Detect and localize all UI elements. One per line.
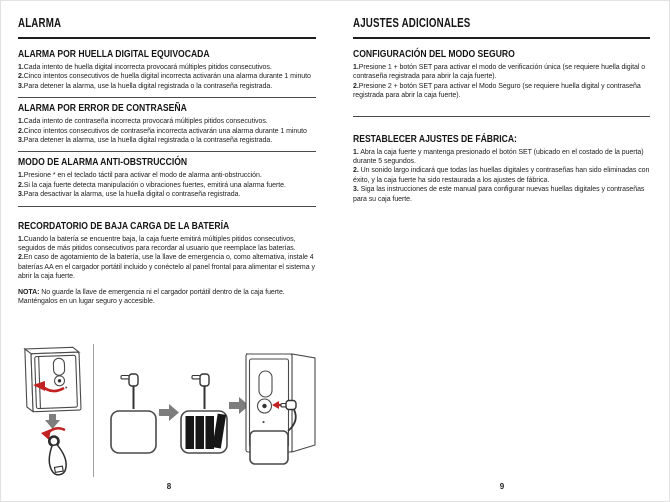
item-number: 2. xyxy=(18,181,24,189)
instruction-item xyxy=(353,185,650,204)
item-number: 1. xyxy=(353,148,359,156)
left-page-title: ALARMA xyxy=(18,16,62,30)
instruction-item xyxy=(18,117,316,126)
instruction-item xyxy=(18,235,316,254)
instruction-item xyxy=(353,166,650,185)
item-number: 1. xyxy=(353,64,359,71)
note-text: No guarde la llave de emergencia ni el cargador portátil dentro de la caja fuerte. Manténgalos en un lugar seguro y accesible. xyxy=(18,288,285,306)
safe-with-emergency-key-icon xyxy=(25,347,81,412)
item-number: 1. xyxy=(18,118,24,126)
section-body xyxy=(18,235,316,282)
section-title-secure-mode: CONFIGURACIÓN DEL MODO SEGURO xyxy=(353,49,515,60)
note-paragraph xyxy=(18,288,316,307)
item-text: Siga las instrucciones de este manual para configurar nuevas huellas digitales y contraseñas para su caja fuerte. xyxy=(353,186,645,203)
item-text: Un sonido largo indicará que todas las huellas digitales y contraseñas han sido eliminadas con éxito, y la caja fuerte ha sido restaurada a los ajustes de fábrica. xyxy=(353,167,650,184)
instruction-item xyxy=(18,72,316,81)
item-number: 2. xyxy=(18,73,24,81)
section-divider xyxy=(18,151,316,152)
down-arrow-icon xyxy=(45,414,60,429)
page-number-left: 8 xyxy=(166,482,172,491)
item-number: 2. xyxy=(18,254,24,262)
title-rule xyxy=(18,37,316,39)
section-title-fingerprint-alarm: ALARMA POR HUELLA DIGITAL EQUIVOCADA xyxy=(18,49,210,60)
item-text: Para detener la alarma, use la huella digital registrada o la contraseña registrada. xyxy=(23,82,273,90)
aa-battery xyxy=(206,416,215,449)
section-body xyxy=(18,171,316,199)
section-title-low-battery: RECORDATORIO DE BAJA CARGA DE LA BATERÍA xyxy=(18,220,230,232)
instruction-item xyxy=(18,190,316,199)
item-number: 3. xyxy=(353,186,359,194)
title-rule xyxy=(353,37,650,39)
item-number: 2. xyxy=(353,82,359,90)
item-text: Para desactivar la alarma, use la huella digital o contraseña registrada. xyxy=(23,191,241,199)
section-divider xyxy=(18,97,316,98)
section-divider xyxy=(18,206,316,207)
left-page xyxy=(18,1,316,502)
instruction-item xyxy=(18,82,316,91)
instruction-item xyxy=(353,82,650,101)
item-text: Abra la caja fuerte y mantenga presionado el botón SET (ubicado en el costado de la puerta) durante 5 segundos. xyxy=(353,148,644,166)
instruction-item xyxy=(18,171,316,180)
connected-charger-box xyxy=(250,431,288,464)
instruction-item xyxy=(353,63,650,82)
safe-with-charger-icon xyxy=(246,354,315,464)
item-text: Cada intento de huella digital incorrecta provocará múltiples pitidos consecutivos. xyxy=(23,64,272,71)
item-number: 3. xyxy=(18,137,24,145)
page-number-right: 9 xyxy=(499,482,505,491)
section-title-anti-tamper-mode: MODO DE ALARMA ANTI-OBSTRUCCIÓN xyxy=(18,157,188,169)
instruction-item xyxy=(18,181,316,190)
instruction-item xyxy=(18,136,316,145)
right-page-title: AJUSTES ADICIONALES xyxy=(353,16,471,30)
instruction-item xyxy=(18,63,316,72)
instruction-item xyxy=(353,148,650,167)
item-number: 3. xyxy=(18,191,24,199)
item-number: 1. xyxy=(18,64,24,71)
aa-battery xyxy=(186,416,195,449)
item-text: Cinco intentos consecutivos de huella digital incorrecta activarán una alarma durante 1 minuto xyxy=(23,73,311,81)
right-arrow-icon xyxy=(159,404,179,421)
note-label: NOTA: xyxy=(18,288,40,296)
instruction-item xyxy=(18,127,316,136)
item-text: Cada intento de contraseña incorrecta provocará múltiples pitidos consecutivos. xyxy=(23,118,268,126)
charger-with-batteries-icon xyxy=(181,374,227,453)
section-body xyxy=(353,148,650,204)
item-number: 1. xyxy=(18,172,24,180)
aa-battery xyxy=(196,416,205,449)
instruction-item xyxy=(18,253,316,281)
item-text: Cuando la batería se encuentre baja, la caja fuerte emitirá múltiples pitidos consecutivos, seguidos de más pitidos consecutivos para recordar al usuario que reemplace las baterías. xyxy=(18,235,296,253)
item-number: 2. xyxy=(353,167,359,175)
section-title-factory-reset: RESTABLECER AJUSTES DE FÁBRICA: xyxy=(353,133,517,145)
item-text: Para detener la alarma, use la huella digital registrada o la contraseña registrada. xyxy=(23,137,273,145)
section-body xyxy=(353,63,650,101)
item-number: 1. xyxy=(18,235,24,243)
section-divider xyxy=(353,116,650,117)
item-text: En caso de agotamiento de la batería, use la llave de emergencia o, como alternativa, instale 4 baterías AA en el cargador portátil incluido y conéctelo al panel frontal para alimentar el sistema y abrir la caja fuerte. xyxy=(18,254,315,281)
section-body xyxy=(18,117,316,145)
item-text: Presione * en el teclado táctil para activar el modo de alarma anti-obstrucción. xyxy=(23,172,262,180)
item-text: Cinco intentos consecutivos de contraseña incorrecta activarán una alarma durante 1 minuto xyxy=(23,127,307,135)
item-number: 2. xyxy=(18,127,24,135)
section-title-password-alarm: ALARMA POR ERROR DE CONTRASEÑA xyxy=(18,103,187,115)
emergency-key-icon xyxy=(41,428,68,476)
item-text: Presione 1 + botón SET para activar el modo de verificación única (se requiere huella digital o contraseña registrada para abrir la caja fuerte). xyxy=(353,64,646,81)
item-text: Si la caja fuerte detecta manipulación o vibraciones fuertes, emitirá una alarma fuerte. xyxy=(23,181,286,189)
item-text: Presione 2 + botón SET para activar el Modo Seguro (se requiere huella digital y contraseña registrada para abrir la caja fuerte). xyxy=(353,82,641,100)
illustrations-strip xyxy=(18,341,336,479)
item-number: 3. xyxy=(18,82,24,90)
right-page xyxy=(353,1,650,502)
portable-charger-icon xyxy=(111,374,156,453)
section-body xyxy=(18,63,316,91)
